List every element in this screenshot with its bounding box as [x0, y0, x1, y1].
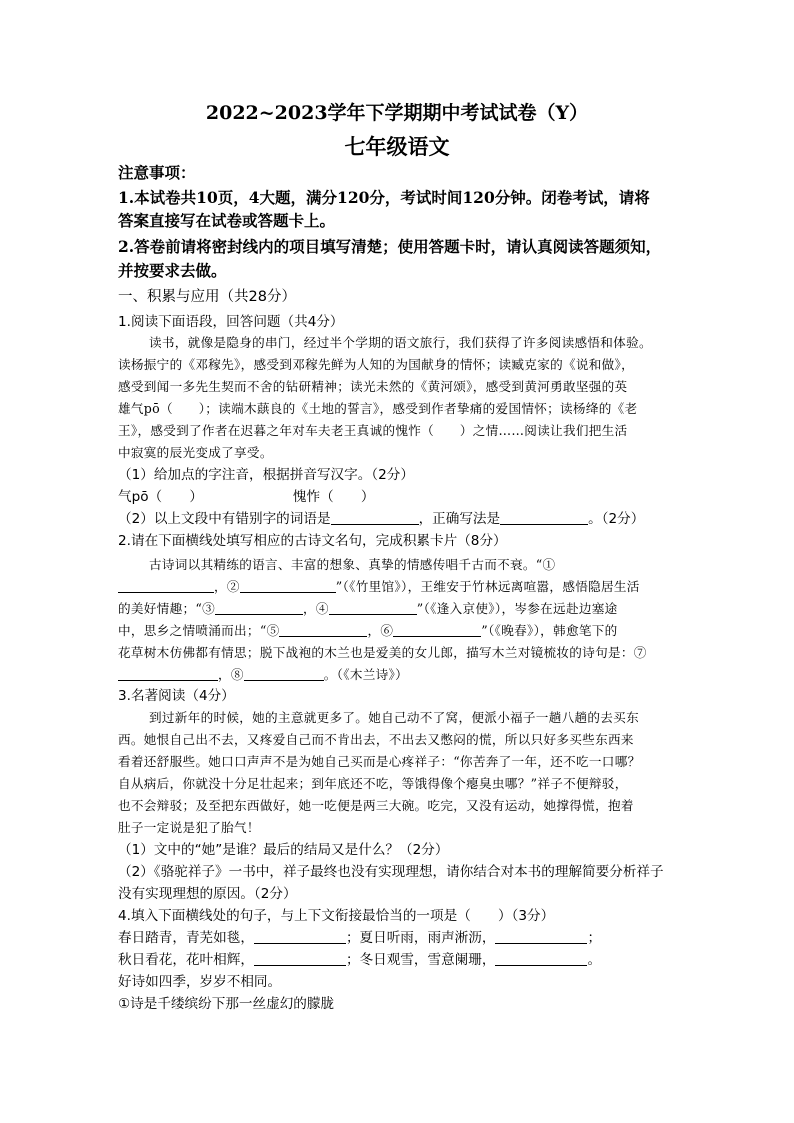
q3-title: 3.名著阅读（4分） [118, 688, 235, 704]
q3-sub2: （2）《骆驼祥子》一书中，祥子最终也没有实现理想，请你结合对本书的理解简要分析祥子 [118, 864, 664, 880]
q1-passage-line: 感受到闻一多先生契而不舍的钻研精神；读光未然的《黄河颂》，感受到黄河勇敢坚强的英 [118, 379, 628, 394]
q4-line: 春日踏青，青芜如毯， ；夏日听雨，雨声淅沥， ； [118, 930, 602, 946]
q1-passage-line: 中寂寞的辰光变成了享受。 [118, 445, 273, 460]
q1-sub1-answers [118, 488, 374, 506]
notice-heading: 注意事项： [118, 163, 196, 182]
answer-blank[interactable] [118, 666, 218, 681]
q1-passage-line: 王》，感受到了作者在迟暮之年对车夫老王真诚的愧怍（ ）之情……阅读让我们把生活 [118, 423, 628, 438]
notice-line-2a: 2.答卷前请将密封线内的项目填写清楚；使用答题卡时，请认真阅读答题须知， [118, 237, 662, 256]
answer-blank[interactable] [244, 666, 324, 681]
answer-blank[interactable] [495, 951, 587, 966]
q4-line: 好诗如四季，岁岁不相同。 [118, 974, 282, 990]
q2-line: 古诗词以其精练的语言、丰富的想象、真挚的情感传唱千古而不衰。“① [149, 557, 556, 572]
q4-option: ①诗是千缕缤纷下那一丝虚幻的朦胧 [118, 996, 335, 1012]
q3-sub1: （1）文中的“她”是谁？最后的结局又是什么？（2分） [118, 842, 449, 858]
q1-sub1-b: 愧怍（ ） [292, 489, 375, 505]
q1-sub2: （2）以上文段中有错别字的词语是 ，正确写法是 。（2分） [118, 511, 645, 527]
answer-blank[interactable] [495, 929, 587, 944]
answer-blank[interactable] [331, 510, 419, 525]
q3-passage-line: 也不会辩驳；及至把东西做好，她一吃便是两三大碗。吃完，又没有运动，她撑得慌，抱着 [118, 798, 634, 813]
q1-sub1-a: 气pō（ ） [118, 489, 203, 505]
q3-passage-line: 看着还舒服些。她口口声声不是为她自己买而是心疼祥子：“你苦奔了一年，还不吃一口哪？ [118, 754, 641, 769]
answer-blank[interactable] [254, 951, 346, 966]
q2-line: ，⑧ 。（《木兰诗》） [118, 666, 408, 684]
q2-line: 的美好情趣；“③ ，④ ”（《逢入京使》），岑参在远赴边塞途 [118, 601, 618, 616]
answer-blank[interactable] [393, 622, 481, 637]
q1-sub1: （1）给加点的字注音，根据拼音写汉字。（2分） [118, 467, 414, 483]
answer-blank[interactable] [329, 600, 417, 615]
q4-title: 4.填入下面横线处的句子，与上下文衔接最恰当的一项是（ ）（3分） [118, 908, 555, 924]
q1-passage-line: 读书，就像是隐身的串门，经过半个学期的语文旅行，我们获得了许多阅读感悟和体验。 [149, 335, 652, 350]
section-1-heading: 一、积累与应用（共28分） [118, 289, 296, 305]
notice-line-2b: 并按要求去做。 [118, 261, 227, 280]
answer-blank[interactable] [279, 622, 367, 637]
q1-passage-line: 雄气pō（ ）；读端木蕻良的《土地的誓言》，感受到作者挚痛的爱国情怀；读杨绛的《老 [118, 401, 638, 416]
q2-line: 花草树木仿佛都有情思；脱下战袍的木兰也是爱美的女儿郎，描写木兰对镜梳妆的诗句是：⑦ [118, 645, 647, 660]
q1-passage-line: 读杨振宁的《邓稼先》，感受到邓稼先鲜为人知的为国献身的情怀；读臧克家的《说和做》， [118, 357, 635, 372]
answer-blank[interactable] [240, 578, 336, 593]
answer-blank[interactable] [254, 929, 346, 944]
q3-passage-line: 肚子一定说是犯了胎气！ [118, 820, 260, 835]
answer-blank[interactable] [118, 578, 214, 593]
q4-line: 秋日看花，花叶相辉， ；冬日观雪，雪意阑珊， 。 [118, 952, 602, 968]
q3-passage-line: 自从病后，你就没十分足壮起来；到年底还不吃，等饿得像个瘪臭虫哪？”祥子不便辩驳， [118, 776, 628, 791]
q3-passage-line: 西。她恨自己出不去，又疼爱自己而不肯出去，不出去又憋闷的慌，所以只好多买些东西来 [118, 732, 634, 747]
q1-title: 1.阅读下面语段，回答问题（共4分） [118, 314, 344, 330]
answer-blank[interactable] [500, 510, 588, 525]
q2-line: 中，思乡之情喷涌而出；“⑤ ，⑥ ”（《晚春》），韩愈笔下的 [118, 623, 618, 638]
q3-passage-line: 到过新年的时候，她的主意就更多了。她自己动不了窝，便派小福子一趟八趟的去买东 [149, 710, 639, 725]
notice-line-1b: 答案直接写在试卷或答题卡上。 [118, 211, 336, 230]
answer-blank[interactable] [215, 600, 303, 615]
notice-line-1a: 1.本试卷共10页，4大题，满分120分，考试时间120分钟。闭卷考试，请将 [118, 188, 650, 207]
exam-subtitle: 七年级语文 [344, 134, 450, 159]
q2-line: ，② ”（《竹里馆》），王维安于竹林远离喧嚣，感悟隐居生活 [118, 578, 640, 596]
q3-sub2-cont: 没有实现理想的原因。（2分） [118, 886, 297, 902]
q2-title: 2.请在下面横线处填写相应的古诗文名句，完成积累卡片（8分） [118, 533, 507, 549]
exam-title: 2022~2023学年下学期期中考试试卷（Y） [205, 102, 589, 124]
